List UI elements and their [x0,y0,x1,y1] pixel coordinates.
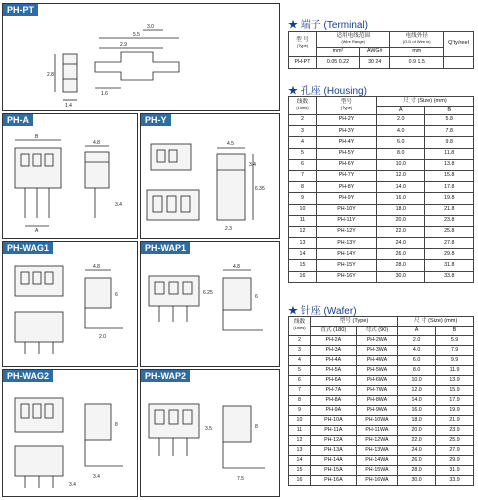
table-cell: 2.0 [398,336,436,346]
panel-label: PH-A [3,114,33,126]
table-row [289,260,474,271]
dim-label: 3.4 [249,162,256,168]
table-cell: 31.8 [425,260,474,271]
dim-label: 6 [255,294,258,300]
housing-section-title: ★ 孔座 (Housing) [288,86,367,97]
table-cell: PH-10A [311,416,357,426]
table-row [289,356,474,366]
table-row [289,271,474,282]
terminal-section-title: ★ 端子 (Terminal) [288,20,369,31]
table-cell: PH-9Y [317,193,377,204]
table-cell: PH-16Y [317,271,377,282]
table-cell: 6 [289,159,317,170]
table-cell: 19.8 [425,193,474,204]
table-cell: 28.0 [398,466,436,476]
table-cell: 8 [289,396,311,406]
ph-wap2-drawing [141,370,280,497]
star-icon: ★ [288,306,298,317]
table-cell: 15.8 [425,170,474,181]
table-cell: PH-16WA [356,476,397,486]
table-cell: 17.8 [425,182,474,193]
table-cell: 14 [289,249,317,260]
table-cell: 10.0 [377,159,425,170]
table-cell: 23.8 [425,215,474,226]
table-cell: 29.9 [436,456,474,466]
table-cell: 26.0 [398,456,436,466]
dim-label: 2.3 [225,226,232,232]
table-cell: 27.8 [425,238,474,249]
size-header: 尺 寸 (Size) (mm) [398,317,474,327]
size-header: 尺 寸 (Size) (mm) [377,97,474,107]
table-row [289,456,474,466]
table-cell: 8 [289,182,317,193]
star-icon: ★ [288,20,298,31]
table-cell: PH-11Y [317,215,377,226]
table-row [289,204,474,215]
table-cell: PH-15A [311,466,357,476]
table-cell: 18.0 [377,204,425,215]
table-row [289,386,474,396]
table-row [289,466,474,476]
table-cell: PH-2Y [317,115,377,126]
dim-label: 2.0 [99,334,106,340]
table-cell: PH-14WA [356,456,397,466]
table-cell: 20.0 [398,426,436,436]
table-cell: 18.0 [398,416,436,426]
table-cell: 4 [289,356,311,366]
panel-label: PH-Y [141,114,171,126]
dim-label: 4.8 [93,264,100,270]
table-cell: 9 [289,406,311,416]
panel-ph-a [2,113,138,239]
table-row [289,238,474,249]
table-cell: 21.8 [425,204,474,215]
terminal-table: 型 号 (Type) 适用电线范围 (Wire Range) 电线外径 (O.D of Wire in) Q'ty/reel mm² AWG# mm PH-PT 0.05 0.22 30 24 0.9 1.5 [288,31,474,69]
ph-a-drawing [3,114,138,239]
table-cell: PH-3WA [356,346,397,356]
table-cell: 11 [289,215,317,226]
table-cell: 23.9 [436,426,474,436]
ph-wap1-drawing [141,242,280,367]
table-cell: 33.8 [425,271,474,282]
table-cell: 14.0 [377,182,425,193]
table-row [289,226,474,237]
dim-label: 8 [115,422,118,428]
table-row [289,115,474,126]
wafer-section-title: ★ 针座 (Wafer) [288,306,357,317]
table-cell: 9.9 [436,356,474,366]
od-header: 电线外径 [405,32,428,39]
lines-header: 线数 [296,98,309,105]
table-cell: PH-16A [311,476,357,486]
table-cell: 11.8 [425,148,474,159]
lines-header: 线数 [293,319,306,326]
table-row [289,476,474,486]
table-cell: 6 [289,376,311,386]
table-cell: 19.9 [436,406,474,416]
table-cell: 3 [289,346,311,356]
table-cell: 30.0 [398,476,436,486]
dim-label: 3.5 [205,426,212,432]
table-row [289,148,474,159]
ph-wag2-drawing [3,370,138,497]
type-header: 型号 (Type) [311,317,398,327]
table-cell: 2 [289,115,317,126]
table-row [289,249,474,260]
dim-label: 2.8 [47,72,54,78]
col-a-header: A [398,327,436,336]
dim-label: 6.35 [255,186,265,192]
table-cell: PH-7Y [317,170,377,181]
table-cell: 17.9 [436,396,474,406]
table-cell: 9.8 [425,137,474,148]
dim-label: 3.4 [93,474,100,480]
table-cell: PH-15WA [356,466,397,476]
table-cell: 6.0 [398,356,436,366]
dim-label: 8 [255,424,258,430]
table-cell: 11.9 [436,366,474,376]
straight-header: 直式 (180) [311,327,357,336]
table-cell: 5.9 [436,336,474,346]
dim-label: 6.25 [203,290,213,296]
panel-label: PH-WAP2 [141,370,190,382]
table-cell: 27.9 [436,446,474,456]
dim-label: 5.5 [133,32,140,38]
table-cell: 12 [289,226,317,237]
table-row [289,416,474,426]
table-cell: 16.0 [377,193,425,204]
table-cell: 8.0 [398,366,436,376]
table-row [289,215,474,226]
table-cell: PH-8Y [317,182,377,193]
table-cell: 30.0 [377,271,425,282]
table-cell: PH-13Y [317,238,377,249]
table-cell: 13.8 [425,159,474,170]
table-cell: PH-10Y [317,204,377,215]
qty-header: Q'ty/reel [444,32,474,57]
table-cell: 28.0 [377,260,425,271]
table-cell: PH-7WA [356,386,397,396]
table-cell: PH-10WA [356,416,397,426]
table-row [289,126,474,137]
dim-label: 2.9 [120,42,127,48]
table-cell: PH-2A [311,336,357,346]
table-cell: 2.0 [377,115,425,126]
table-cell: 5.8 [425,115,474,126]
table-row [289,376,474,386]
table-row [289,436,474,446]
table-row [289,406,474,416]
table-cell: PH-14A [311,456,357,466]
table-cell: PH-12WA [356,436,397,446]
table-row [289,137,474,148]
wafer-table: 线数 (Lines) 型号 (Type) 尺 寸 (Size) (mm) 直式 (180) 弯式 (90) A B 2 PH-2A PH-2WA 2.0 5.9 3 PH-3A PH-3WA 4.0 7.9 4 PH-4A PH-4WA 6.0 9.9 5 PH-5A PH-5WA 8.0 11.9 6 PH-6A PH-6WA 10.0 13.9 7 PH-7A PH-7WA 12.0 15.9 8 PH-8A PH-8WA 14.0 17.9 9 PH-9A PH-9WA 16.0 19.9 10 PH-10A PH-10WA 18.0 21.9 11 PH-11A PH-11WA 20.0 23.9 12 PH-12A PH-12WA 22.0 25.9 13 PH-13A PH-13WA 24.0 27.9 14 PH-14A PH-14WA 26.0 29.9 15 PH-15A PH-15WA 28.0 31.9 16 PH-16A PH-16WA 30.0 33.9 [288,316,474,486]
panel-ph-y [140,113,280,239]
table-cell: 6.0 [377,137,425,148]
dim-label: B [35,134,39,140]
panel-label: PH-WAP1 [141,242,190,254]
table-cell: 4.0 [377,126,425,137]
table-cell: 12 [289,436,311,446]
dim-label: 4.5 [227,141,234,147]
table-cell: 25.8 [425,226,474,237]
table-row [289,366,474,376]
awg-header: AWG# [359,48,390,57]
table-cell: 7 [289,386,311,396]
table-cell: 13 [289,446,311,456]
table-cell: PH-7A [311,386,357,396]
table-cell: 15 [289,466,311,476]
wire-range-header: 适用电线范围 [336,32,371,39]
dim-label: 6 [115,292,118,298]
dim-label: A [35,228,39,234]
table-cell: 12.0 [377,170,425,181]
table-cell: 16 [289,271,317,282]
housing-table: 线数 (Lines) 型号 (Type) 尺 寸 (Size) (mm) A B 2 PH-2Y 2.0 5.8 3 PH-3Y 4.0 7.8 4 PH-4Y 6.0 9.8 5 PH-5Y 8.0 11.8 6 PH-6Y 10.0 13.8 7 PH-7Y 12.0 15.8 8 PH-8Y 14.0 17.8 9 PH-9Y 16.0 19.8 10 PH-10Y 18.0 21.8 11 PH-11Y 20.0 23.8 12 PH-12Y 22.0 25.8 13 PH-13Y 24.0 27.8 14 PH-14Y 26.0 29.8 15 PH-15Y 28.0 31.8 16 PH-16Y 30.0 33.8 [288,96,474,283]
table-cell: 33.9 [436,476,474,486]
panel-label: PH-WAG1 [3,242,53,254]
table-row [289,396,474,406]
table-cell: 9 [289,193,317,204]
table-cell: 16 [289,476,311,486]
panel-label: PH-WAG2 [3,370,53,382]
panel-label: PH-PT [3,4,38,16]
dim-label: 4.8 [233,264,240,270]
table-row: PH-PT 0.05 0.22 30 24 0.9 1.5 [289,57,474,69]
table-cell: 24.0 [398,446,436,456]
table-cell: 4 [289,137,317,148]
table-cell: 22.0 [377,226,425,237]
table-cell: 14 [289,456,311,466]
table-cell: PH-8WA [356,396,397,406]
dim-label: 1.4 [65,103,72,109]
table-cell: 15 [289,260,317,271]
table-row [289,446,474,456]
table-row [289,336,474,346]
table-cell: 13 [289,238,317,249]
table-cell: 8.0 [377,148,425,159]
panel-ph-wag2 [2,369,138,497]
type-header: 型号 [340,98,353,105]
table-cell: 22.0 [398,436,436,446]
table-cell: 10 [289,204,317,215]
model-header: 型 号 [296,37,309,44]
table-row [289,426,474,436]
table-cell: 4.0 [398,346,436,356]
table-cell: PH-3A [311,346,357,356]
panel-ph-pt [2,3,280,111]
table-cell: PH-11A [311,426,357,436]
dim-label: 7.5 [237,476,244,482]
dim-label: 3.4 [115,202,122,208]
col-a-header: A [377,107,425,115]
table-cell: PH-4Y [317,137,377,148]
table-cell: 24.0 [377,238,425,249]
table-cell: PH-15Y [317,260,377,271]
dim-label: 4.8 [93,140,100,146]
table-cell: 12.0 [398,386,436,396]
table-cell: 31.9 [436,466,474,476]
table-cell: PH-4WA [356,356,397,366]
table-cell: PH-4A [311,356,357,366]
table-cell: 25.9 [436,436,474,446]
table-cell: 10.0 [398,376,436,386]
table-cell: PH-6WA [356,376,397,386]
ph-wag1-drawing [3,242,138,367]
table-cell: PH-13WA [356,446,397,456]
terminal-drawing [3,4,280,111]
panel-ph-wag1 [2,241,138,367]
table-cell: 3 [289,126,317,137]
table-cell: 15.9 [436,386,474,396]
table-cell: PH-3Y [317,126,377,137]
dim-label: 3.0 [147,24,154,30]
mm2-header: mm² [317,48,360,57]
table-row [289,182,474,193]
table-cell: PH-5A [311,366,357,376]
panel-ph-wap1 [140,241,280,367]
table-cell: 21.9 [436,416,474,426]
table-cell: 13.9 [436,376,474,386]
table-cell: PH-9WA [356,406,397,416]
table-cell: PH-13A [311,446,357,456]
table-cell: 10 [289,416,311,426]
mm-header: mm [390,48,444,57]
table-cell: 7.8 [425,126,474,137]
table-row [289,193,474,204]
table-cell: PH-5WA [356,366,397,376]
table-row [289,346,474,356]
table-cell: 2 [289,336,311,346]
table-cell: PH-6Y [317,159,377,170]
table-cell: PH-9A [311,406,357,416]
table-cell: PH-5Y [317,148,377,159]
col-b-header: B [436,327,474,336]
table-cell: 5 [289,148,317,159]
panel-ph-wap2 [140,369,280,497]
table-cell: 11 [289,426,311,436]
col-b-header: B [425,107,474,115]
ph-y-drawing [141,114,280,239]
dim-label: 3.4 [69,482,76,488]
table-row [289,170,474,181]
table-cell: 20.0 [377,215,425,226]
table-cell: 7.9 [436,346,474,356]
table-cell: PH-11WA [356,426,397,436]
table-cell: 29.8 [425,249,474,260]
table-cell: 7 [289,170,317,181]
star-icon: ★ [288,86,298,97]
table-cell: PH-12Y [317,226,377,237]
table-cell: PH-14Y [317,249,377,260]
table-row [289,159,474,170]
table-cell: PH-12A [311,436,357,446]
table-cell: PH-6A [311,376,357,386]
table-cell: 5 [289,366,311,376]
table-cell: PH-8A [311,396,357,406]
table-cell: 14.0 [398,396,436,406]
bent-header: 弯式 (90) [356,327,397,336]
table-cell: 26.0 [377,249,425,260]
table-cell: PH-2WA [356,336,397,346]
table-cell: 16.0 [398,406,436,416]
dim-label: 1.6 [101,91,108,97]
